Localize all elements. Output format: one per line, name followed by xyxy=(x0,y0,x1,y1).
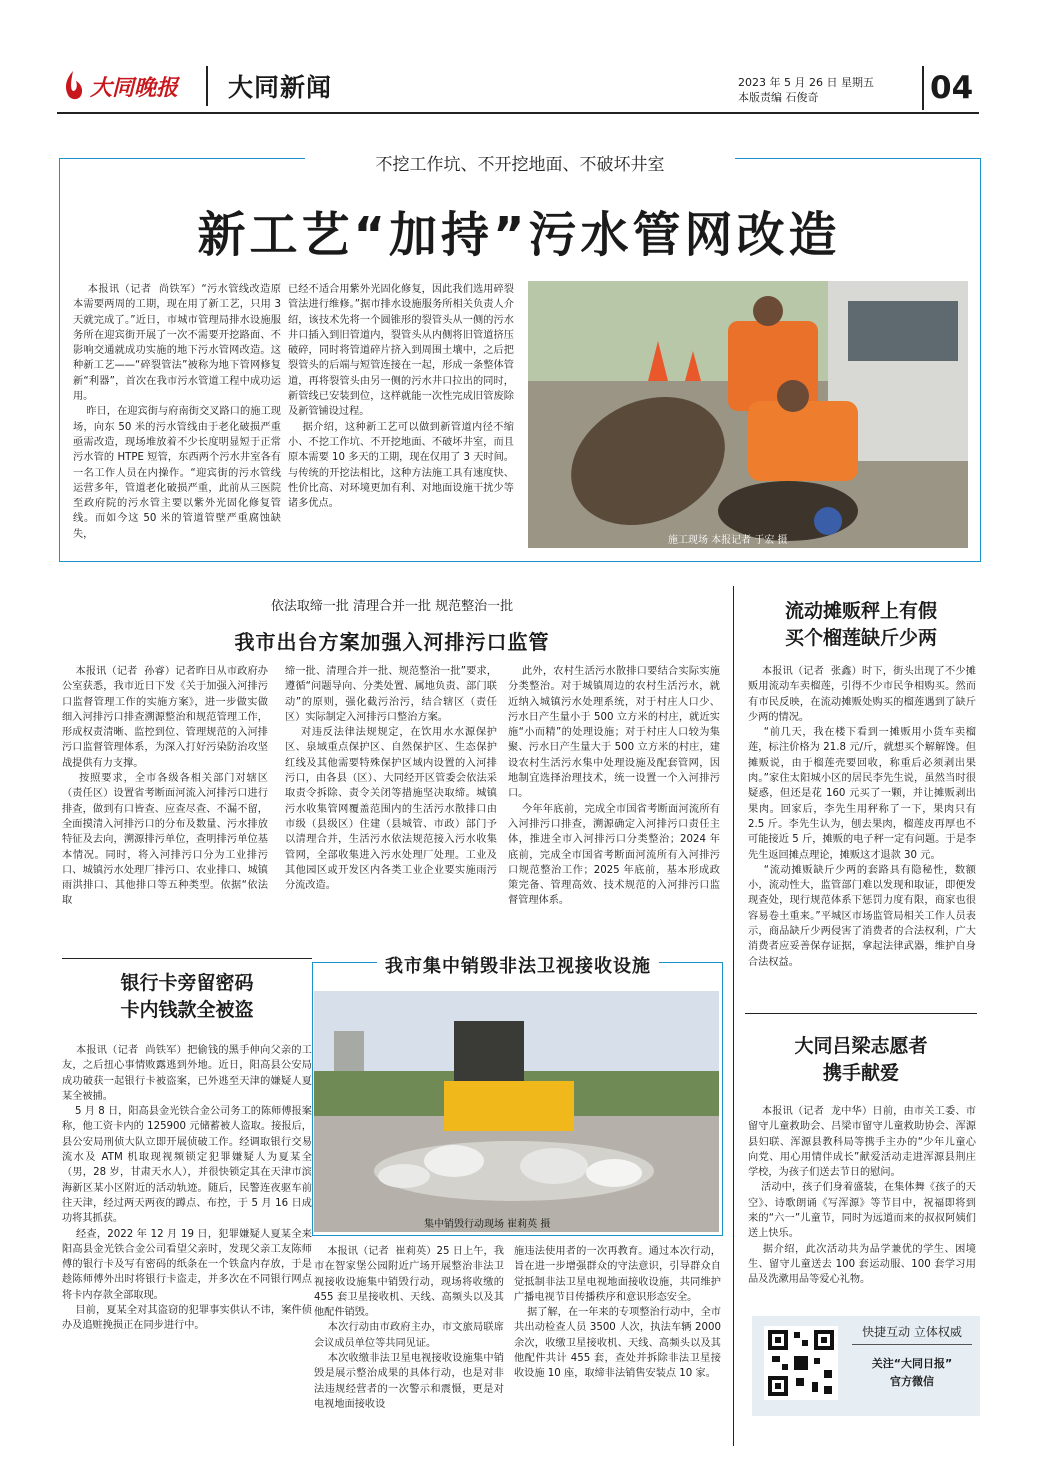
bank-headline xyxy=(62,970,312,1024)
destruction-photo xyxy=(314,991,719,1232)
river-column-3: 此外，农村生活污水散排口要结合实际实施分类整治。对于城镇周边的农村生活污水，就近纳入城镇污水处理系统，对于村庄人口少、污水日产生量小于 500 立方米的村庄，就近实施“小而精”的处理设施；对于村庄人口较为集聚、污水日产生量大于 500 立方米的村庄，建设农村生活污水集中处理设施及配套管网，因地制宜选择治理技术，统一设置一个入河排污口。 今年年底前，完成全市国省考断面河流所有入河排污口排查，溯源确定入河排污口责任主体，推进全市入河排污口分类整治；2024 年底前，完成全市国省考断面河流所有入河排污口规范整治工作；2025 年底前，基本形成政策完备、管理高效、技术规范的入河排污口监督管理体系。 xyxy=(508,666,720,907)
durian-headline-line-2: 买个榴莲缺斤少两 xyxy=(784,627,937,649)
promo-account: 官方微信 xyxy=(890,1375,934,1388)
lead-column-1: 本报讯（记者 尚铁军）“污水管线改造原本需要两周的工期，现在用了新工艺，只用 3 天就完成了。”近日，市城市管理局排水设施服务所在迎宾街开展了一次不需要开挖路面、不影响交通就成功实施的地下污水管网改造。这种新工艺——“碎裂管法”被称为地下管网修复新“利器”，首次在我市污水管道工程中成功运用。 昨日，在迎宾街与府南街交叉路口的施工现场，向东 50 米的污水管线由于老化破损严重亟需改造，现场堆放着不少长度明显短于正常污水管的 HTPE 短管，东西两个污水井室各有一名工作人员在内操作。“迎宾街的污水管线运营多年，管道老化破损严重，此前从三医院至政府院的污水管主要以紫外光固化修复管线。而如今这 50 米的管道管壁严重腐蚀缺失， xyxy=(73,284,281,540)
bank-headline-line-2: 卡内钱款全被盗 xyxy=(120,999,254,1021)
promo-slogan: 快捷互动 立体权威 xyxy=(862,1325,962,1339)
promo-divider xyxy=(852,1344,972,1345)
construction-scene-illustration xyxy=(528,281,968,548)
right-section-rule xyxy=(745,1013,977,1014)
durian-headline-line-1: 流动摊贩秤上有假 xyxy=(784,600,937,622)
logo-text: 大同晚报 xyxy=(90,74,179,101)
page-number-divider xyxy=(922,66,924,110)
issue-date: 2023 年 5 月 26 日 星期五 xyxy=(738,76,874,89)
volunteer-headline xyxy=(745,1033,977,1087)
tv-column-2: 施违法使用者的一次再教育。通过本次行动，旨在进一步增强群众的守法意识，引导群众自觉抵制非法卫星电视地面接收设施，共同维护广播电视节目传播秩序和意识形态安全。 据了解，在一年来的专项整治行动中，全市共出动检查人员 3500 人次，执法车辆 2000 余次，收缴卫星接收机、天线、高频头以及其他配件共计 455 套，查处并拆除非法卫星接收设施 10 座，取缔非法销售安装点 10 家。 xyxy=(514,1246,721,1380)
tv-photo-caption: 集中销毁行动现场 崔莉英 摄 xyxy=(424,1219,551,1230)
river-column-2: 缔一批、清理合并一批、规范整治一批”要求，遵循“问题导向、分类处置、属地负责、部门联动”的原则，强化截污治污，结合辖区（责任区）实际制定入河排污口整治方案。 对违反法律法规规定，在饮用水水源保护区、泉域重点保护区、自然保护区、生态保护红线及其他需要特殊保护区域内设置的入河排污口，由各县（区）、大同经开区管委会依法采取责令拆除、责令关闭等措施坚决取缔。城镇污水收集管网覆盖范围内的生活污水散排口由市级（县级区）住建（县城管、市政）部门予以清理合并，生活污水依法规范接入污水收集管网，全部收集进入污水处理厂处理。工业及其他园区或开发区内各类工业企业要实施雨污分流改造。 xyxy=(285,666,497,892)
bank-headline-line-1: 银行卡旁留密码 xyxy=(120,972,254,994)
volunteer-headline-line-1: 大同吕梁志愿者 xyxy=(794,1035,928,1057)
tv-column-1: 本报讯（记者 崔莉英）25 日上午，我市在智家堡公园附近广场开展整治非法卫视接收设施集中销毁行动，现场将收缴的 455 套卫星接收机、天线、高频头以及其他配件销毁。 本次行动由市政府主办，市文旅局联席会议成员单位等共同见证。 本次收缴非法卫星电视接收设施集中销毁是展示整治成果的具体行动，也是对非法违规经营者的一次警示和震慑，更是对电视地面接收设 xyxy=(314,1246,504,1410)
tv-headline-wrap xyxy=(318,952,718,978)
page-editor: 本版责编 石俊奇 xyxy=(738,91,819,104)
lead-column-2: 已经不适合用紫外光固化修复，因此我们选用碎裂管法进行维修。”据市排水设施服务所相关负责人介绍，该技术先将一个圆锥形的裂管头从一侧的污水井口插入到旧管道内，裂管头从内侧将旧管道挤压破碎，同时将管道碎片挤入到周围土壤中，之后把裂管头的后端与短管连接在一起，形成一条整体管道，再将裂管头由另一侧的污水井口拉出的同时，新管线已安装到位，这样就能一次性完成旧管废除及新管铺设过程。 据介绍，这种新工艺可以做到新管道内径不缩小、不挖工作坑、不开挖地面、不破坏井室，而且原本需要 10 多天的工期，现在仅用了 3 天时间。与传统的开挖法相比，这种方法施工具有速度快、性价比高、对环境更加有利、对地面设施干扰少等诸多优点。 xyxy=(288,284,514,510)
destruction-scene-illustration xyxy=(314,991,719,1232)
qr-code-icon[interactable] xyxy=(764,1326,838,1400)
river-column-1: 本报讯（记者 孙睿）记者昨日从市政府办公室获悉，我市近日下发《关于加强入河排污口监督管理工作的实施方案》，进一步做实做细入河排污口排查溯源整治和规范管理工作，形成权责清晰、监控到位、管理规范的入河排污口监督管理体系，为深入打好污染防治攻坚战提供有力支撑。 按照要求，全市各级各相关部门对辖区（责任区）设置省考断面河流入河排污口进行排查，做到有口皆查、应查尽查、不漏不留，全面摸清入河排污口的分布及数量、污水排放特征及去向，溯源排污单位，查明排污单位基本情况。同时，将入河排污口分为工业排污口、城镇污水处理厂排污口、农业排口、城镇雨洪排口、其他排口等五种类型。依据“依法取 xyxy=(62,666,268,907)
masthead-rule xyxy=(57,112,979,114)
volunteer-headline-line-2: 携手献爱 xyxy=(822,1062,899,1084)
bank-body: 本报讯（记者 尚铁军）把偷钱的黑手伸向父亲的工友，之后扭心事情败露逃到外地。近日，阳高县公安局成功破获一起银行卡被盗案，已外逃至天津的嫌疑人夏某全被捕。 5 月 8 日，阳高县金光铁合金公司务工的陈师傅报案称，他工资卡内的 125900 元储蓄被人盗取。接报后，县公安局刑侦大队立即开展侦破工作。经调取银行交易流水及 ATM 机取现视频锁定犯罪嫌疑人为夏某全（男，28 岁，甘肃天水人），并很快锁定其在天津市滨海新区某小区附近的活动轨迹。随后，民警连夜驱车前往天津，经过两天两夜的蹲点、布控，于 5 月 16 日成功将其抓获。 经查，2022 年 12 月 19 日，犯罪嫌疑人夏某全来阳高县金光铁合金公司看望父亲时，发现父亲工友陈师傅的银行卡及写有密码的纸条在一个铁盒内存放，于是趁陈师傅外出时将银行卡盗走，并多次在不同银行网点将卡内存款全部取现。 目前，夏某全对其盗窃的犯罪事实供认不讳，案件侦办及追赃挽损正在同步进行中。 xyxy=(62,1045,312,1332)
construction-photo xyxy=(528,281,968,548)
lead-photo-caption: 施工现场 本报记者 于宏 摄 xyxy=(668,535,788,546)
left-section-rule xyxy=(62,958,312,959)
page-number: 04 xyxy=(930,70,974,106)
wechat-promo xyxy=(752,1316,980,1416)
river-headline: 我市出台方案加强入河排污口监管 xyxy=(234,630,550,654)
masthead-divider xyxy=(206,66,208,106)
lead-headline: 新工艺“加持”污水管网改造 xyxy=(197,207,841,263)
durian-body: 本报讯（记者 张鑫）时下，街头出现了不少摊贩用流动车卖榴莲，引得不少市民争相购买。然而有市民反映，在流动摊贩处购买的榴莲遇到了缺斤少两的情况。 “前几天，我在楼下看到一摊贩用小货车卖榴莲，标注价格为 21.8 元/斤，就想买个解解馋。但摊贩说，由于榴莲壳要回收，称重后必须剥出果肉。”家住太阳城小区的居民李先生说，虽然当时很疑惑，但还是花 160 元买了一颗，并让摊贩剥出果肉。回家后，李先生用秤称了一下，果肉只有 2.5 斤。李先生认为，刨去果肉，榴莲皮再厚也不可能接近 5 斤，摊贩的电子秤一定有问题。于是李先生返回摊点理论，摊贩这才退款 30 元。 “流动摊贩缺斤少两的套路具有隐秘性，数额小，流动性大，监管部门难以发现和取证，即便发现查处，现行规范体系下惩罚力度有限，商家也很容易卷土重来。”平城区市场监管局相关工作人员表示，商品缺斤少两侵害了消费者的合法权利，广大消费者应妥善保存证据，拿起法律武器，维护自身合法权益。 xyxy=(748,666,976,968)
right-column-rule xyxy=(733,586,734,1446)
issue-date-block xyxy=(738,75,874,105)
section-title: 大同新闻 xyxy=(228,73,333,102)
river-kicker: 依法取缔一批 清理合并一批 规范整治一批 xyxy=(270,599,514,614)
flame-logo-icon xyxy=(60,69,86,103)
promo-follow: 关注“大同日报” xyxy=(871,1357,953,1370)
kicker-wrap xyxy=(59,150,981,175)
newspaper-logo xyxy=(60,63,200,109)
tv-headline: 我市集中销毁非法卫视接收设施 xyxy=(377,956,659,977)
durian-headline xyxy=(745,598,977,652)
lead-kicker: 不挖工作坑、不开挖地面、不破坏井室 xyxy=(305,150,735,175)
volunteer-body: 本报讯（记者 龙中华）日前，由市关工委、市留守儿童救助会、吕梁市留守儿童救助协会、浑源县妇联、浑源县教科局等携手主办的“少年儿童心向党、用心用情伴成长”献爱活动走进浑源县荆庄学校，为孩子们送去节日的慰问。 活动中，孩子们身着盛装，在集体舞《孩子的天空》、诗歌朗诵《写浑源》等节目中，祝福即将到来的“六一”儿童节，同时为远道而来的叔叔阿姨们送上快乐。 据介绍，此次活动共为品学兼优的学生、困境生、留守儿童送去 100 套运动服、100 套学习用品及洗漱用品等爱心礼物。 xyxy=(748,1106,976,1286)
